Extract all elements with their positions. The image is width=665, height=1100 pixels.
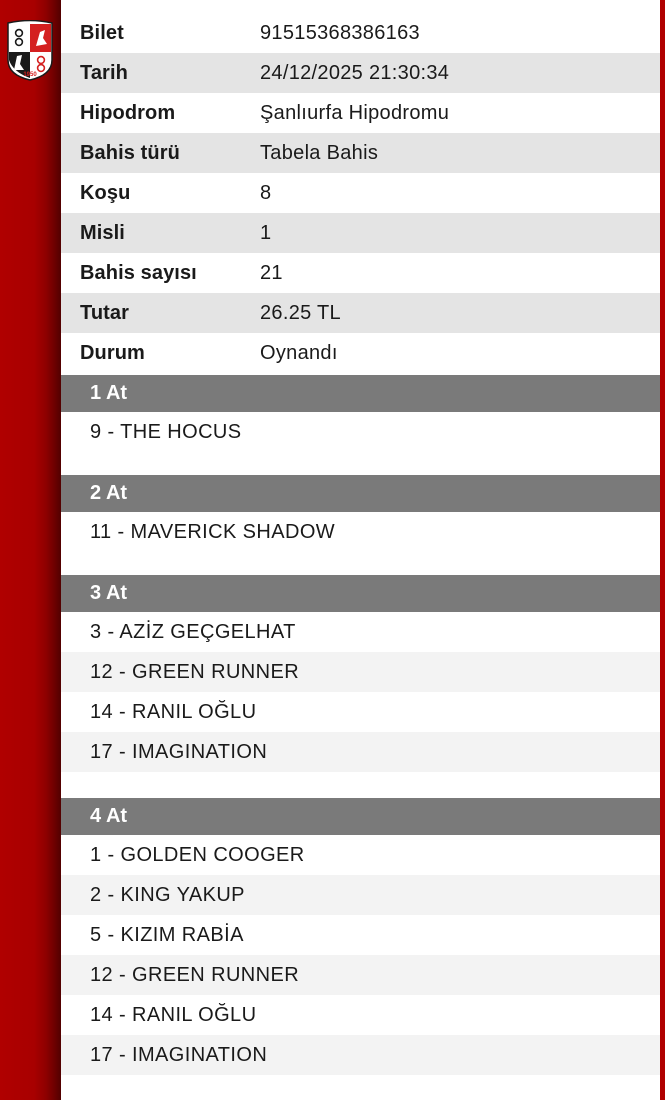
horse-row: 9 - THE HOCUS bbox=[90, 420, 242, 443]
ticket-info-row bbox=[61, 253, 660, 293]
section-header: 1 At bbox=[61, 375, 660, 412]
horse-row: 17 - IMAGINATION bbox=[61, 1035, 660, 1075]
ticket-info-table bbox=[61, 13, 660, 373]
section-header: 2 At bbox=[61, 475, 660, 512]
info-key-label: Durum bbox=[80, 341, 145, 364]
info-value: Şanlıurfa Hipodromu bbox=[260, 101, 450, 124]
horse-row: 12 - GREEN RUNNER bbox=[61, 955, 660, 995]
info-value: 24/12/2025 21:30:34 bbox=[260, 61, 450, 84]
club-logo bbox=[5, 20, 55, 82]
info-value: Oynandı bbox=[260, 341, 338, 364]
ticket-info-row bbox=[61, 293, 660, 333]
horse-row: 11 - MAVERICK SHADOW bbox=[90, 520, 336, 543]
horse-row: 2 - KING YAKUP bbox=[61, 875, 660, 915]
info-key-label: Misli bbox=[80, 221, 125, 244]
info-key-label: Koşu bbox=[80, 181, 131, 204]
horse-row: 3 - AZİZ GEÇGELHAT bbox=[90, 620, 296, 643]
selection-section bbox=[61, 375, 660, 475]
horse-row: 17 - IMAGINATION bbox=[61, 732, 660, 772]
info-value: Tabela Bahis bbox=[260, 141, 379, 164]
ticket-info-row bbox=[61, 13, 660, 53]
section-spacer bbox=[61, 552, 660, 575]
info-key-label: Tutar bbox=[80, 301, 130, 324]
ticket-info-row bbox=[61, 213, 660, 253]
horse-row: 14 - RANIL OĞLU bbox=[90, 1003, 257, 1026]
info-value: 91515368386163 bbox=[260, 21, 420, 44]
main-content bbox=[61, 0, 660, 1100]
horse-row: 14 - RANIL OĞLU bbox=[90, 700, 257, 723]
info-key-label: Tarih bbox=[80, 61, 128, 84]
selection-section bbox=[61, 575, 660, 798]
info-key-label: Hipodrom bbox=[80, 101, 176, 124]
selection-sections bbox=[61, 375, 660, 1075]
right-red-bar bbox=[660, 0, 665, 1100]
section-header: 3 At bbox=[61, 575, 660, 612]
info-value: 21 bbox=[260, 261, 283, 284]
ticket-info-row bbox=[61, 53, 660, 93]
ticket-info-row bbox=[61, 93, 660, 133]
info-value: 1 bbox=[260, 221, 272, 244]
section-spacer bbox=[61, 772, 660, 798]
ticket-info-row bbox=[61, 333, 660, 373]
horse-row: 5 - KIZIM RABİA bbox=[90, 923, 244, 946]
selection-section bbox=[61, 475, 660, 575]
section-header: 4 At bbox=[61, 798, 660, 835]
info-key-label: Bilet bbox=[80, 21, 124, 44]
info-value: 26.25 TL bbox=[260, 301, 341, 324]
ticket-info-row bbox=[61, 133, 660, 173]
ticket-info-row bbox=[61, 173, 660, 213]
section-spacer bbox=[61, 452, 660, 475]
info-key-label: Bahis türü bbox=[80, 141, 180, 164]
info-key-label: Bahis sayısı bbox=[80, 261, 197, 284]
info-value: 8 bbox=[260, 181, 272, 204]
horse-row: 12 - GREEN RUNNER bbox=[61, 652, 660, 692]
left-red-bar bbox=[0, 0, 61, 1100]
horse-row: 1 - GOLDEN COOGER bbox=[90, 843, 305, 866]
selection-section bbox=[61, 798, 660, 1075]
logo-year: 1950 bbox=[23, 72, 37, 78]
